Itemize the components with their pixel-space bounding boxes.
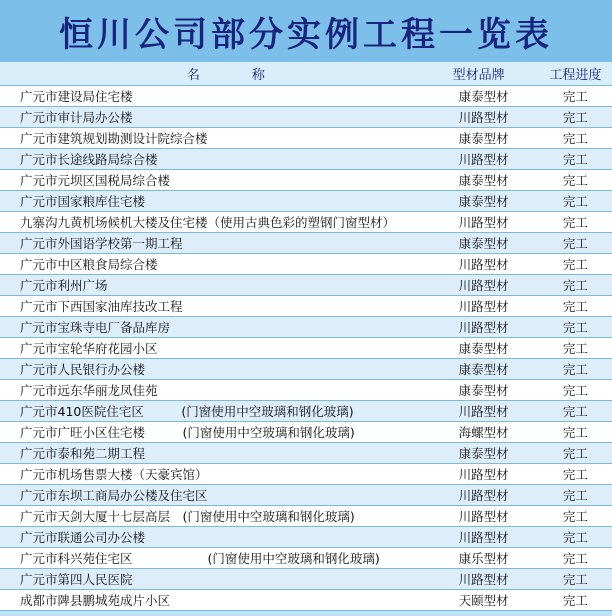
progress-cell: 完工 [539, 527, 612, 548]
project-table [0, 62, 612, 611]
progress-cell: 完工 [539, 212, 612, 233]
progress-cell: 完工 [539, 506, 612, 527]
brand-cell: 川路型材 [453, 107, 539, 128]
progress-cell: 完工 [539, 296, 612, 317]
progress-cell: 完工 [539, 548, 612, 569]
project-name-cell: 广元市建设局住宅楼 [0, 86, 453, 107]
table-row [0, 233, 612, 254]
table-row [0, 569, 612, 590]
table-row [0, 422, 612, 443]
table-body [0, 86, 612, 611]
brand-cell: 康泰型材 [453, 359, 539, 380]
table-row [0, 443, 612, 464]
header-name: 名 称 [0, 62, 453, 86]
project-name-cell: 广元市人民银行办公楼 [0, 359, 453, 380]
brand-cell: 康泰型材 [453, 380, 539, 401]
table-row [0, 548, 612, 569]
brand-cell: 川路型材 [453, 317, 539, 338]
table-row [0, 338, 612, 359]
brand-cell: 康泰型材 [453, 443, 539, 464]
progress-cell: 完工 [539, 86, 612, 107]
table-row [0, 149, 612, 170]
table-row [0, 506, 612, 527]
progress-cell: 完工 [539, 338, 612, 359]
brand-cell: 康泰型材 [453, 338, 539, 359]
table-row [0, 254, 612, 275]
table-row [0, 527, 612, 548]
table-row [0, 317, 612, 338]
project-name-cell: 广元市科兴苑住宅区 (门窗使用中空玻璃和钢化玻璃) [0, 548, 453, 569]
project-table-container [0, 62, 612, 616]
progress-cell: 完工 [539, 590, 612, 611]
brand-cell: 康泰型材 [453, 128, 539, 149]
table-row [0, 128, 612, 149]
progress-cell: 完工 [539, 359, 612, 380]
brand-cell: 川路型材 [453, 569, 539, 590]
project-name-cell: 广元市机场售票大楼（天豪宾馆） [0, 464, 453, 485]
brand-cell: 川路型材 [453, 506, 539, 527]
header-brand: 型材品牌 [453, 62, 539, 86]
project-name-cell: 广元市国家粮库住宅楼 [0, 191, 453, 212]
header-progress: 工程进度 [539, 62, 612, 86]
page-title: 恒川公司部分实例工程一览表 [59, 14, 553, 55]
project-name-cell: 广元市广旺小区住宅楼 (门窗使用中空玻璃和钢化玻璃) [0, 422, 453, 443]
progress-cell: 完工 [539, 317, 612, 338]
table-row [0, 296, 612, 317]
brand-cell: 康泰型材 [453, 233, 539, 254]
brand-cell: 川路型材 [453, 401, 539, 422]
progress-cell: 完工 [539, 443, 612, 464]
brand-cell: 天颐型材 [453, 590, 539, 611]
project-name-cell: 广元市第四人民医院 [0, 569, 453, 590]
table-row [0, 485, 612, 506]
project-name-cell: 广元市宝轮华府花园小区 [0, 338, 453, 359]
table-row [0, 86, 612, 107]
title-bar [0, 0, 612, 62]
project-name-cell: 广元市利州广场 [0, 275, 453, 296]
project-name-cell: 广元市东坝工商局办公楼及住宅区 [0, 485, 453, 506]
project-name-cell: 广元市建筑规划勘测设计院综合楼 [0, 128, 453, 149]
brand-cell: 康泰型材 [453, 191, 539, 212]
progress-cell: 完工 [539, 254, 612, 275]
project-name-cell: 广元市长途线路局综合楼 [0, 149, 453, 170]
progress-cell: 完工 [539, 275, 612, 296]
table-row [0, 590, 612, 611]
progress-cell: 完工 [539, 107, 612, 128]
progress-cell: 完工 [539, 422, 612, 443]
table-row [0, 107, 612, 128]
brand-cell: 海螺型材 [453, 422, 539, 443]
brand-cell: 川路型材 [453, 254, 539, 275]
progress-cell: 完工 [539, 569, 612, 590]
project-name-cell: 广元市天剑大厦十七层高层 (门窗使用中空玻璃和钢化玻璃) [0, 506, 453, 527]
progress-cell: 完工 [539, 380, 612, 401]
table-row [0, 275, 612, 296]
progress-cell: 完工 [539, 128, 612, 149]
table-row [0, 359, 612, 380]
table-row [0, 464, 612, 485]
project-name-cell: 广元市远东华丽龙凤佳苑 [0, 380, 453, 401]
progress-cell: 完工 [539, 233, 612, 254]
project-name-cell: 广元市中区粮食局综合楼 [0, 254, 453, 275]
brand-cell: 川路型材 [453, 149, 539, 170]
progress-cell: 完工 [539, 401, 612, 422]
project-name-cell: 广元市元坝区国税局综合楼 [0, 170, 453, 191]
table-header-row [0, 62, 612, 86]
progress-cell: 完工 [539, 170, 612, 191]
brand-cell: 康泰型材 [453, 170, 539, 191]
project-name-cell: 成都市陴县鹏城苑成片小区 [0, 590, 453, 611]
progress-cell: 完工 [539, 485, 612, 506]
brand-cell: 川路型材 [453, 296, 539, 317]
brand-cell: 川路型材 [453, 527, 539, 548]
table-row [0, 212, 612, 233]
brand-cell: 康乐型材 [453, 548, 539, 569]
project-name-cell: 广元市410医院住宅区 (门窗使用中空玻璃和钢化玻璃) [0, 401, 453, 422]
brand-cell: 川路型材 [453, 212, 539, 233]
table-row [0, 380, 612, 401]
progress-cell: 完工 [539, 464, 612, 485]
table-row [0, 191, 612, 212]
project-name-cell: 广元市下西国家油库技改工程 [0, 296, 453, 317]
project-name-cell: 广元市联通公司办公楼 [0, 527, 453, 548]
progress-cell: 完工 [539, 149, 612, 170]
brand-cell: 川路型材 [453, 464, 539, 485]
project-name-cell: 广元市外国语学校第一期工程 [0, 233, 453, 254]
progress-cell: 完工 [539, 191, 612, 212]
brand-cell: 康泰型材 [453, 86, 539, 107]
brand-cell: 川路型材 [453, 485, 539, 506]
project-name-cell: 九寨沟九黄机场候机大楼及住宅楼（使用古典色彩的塑钢门窗型材） [0, 212, 453, 233]
project-name-cell: 广元市泰和苑二期工程 [0, 443, 453, 464]
project-name-cell: 广元市宝珠寺电厂备品库房 [0, 317, 453, 338]
table-row [0, 170, 612, 191]
project-name-cell: 广元市审计局办公楼 [0, 107, 453, 128]
brand-cell: 川路型材 [453, 275, 539, 296]
table-row [0, 401, 612, 422]
